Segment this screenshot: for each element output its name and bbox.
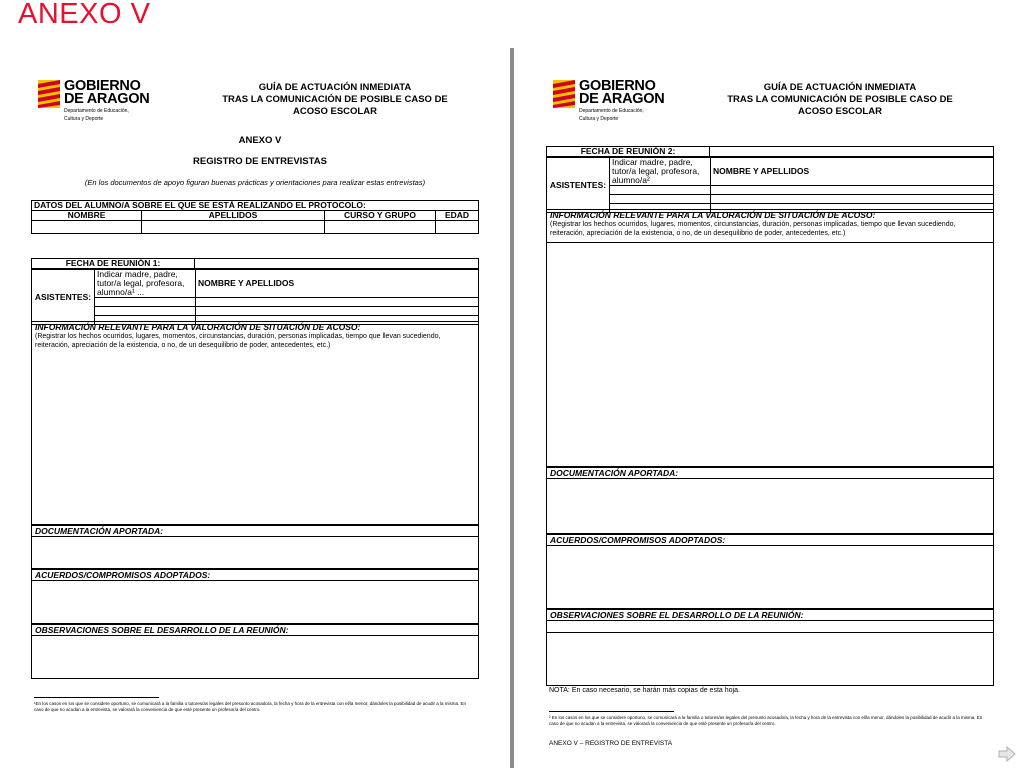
info-desc: (Registrar los hechos ocurridos, lugares, momentos, circunstancias, duración, personas implicadas, tiempo que llevan sucediendo, reiteración, apreciación de la existencia, o no, de un desequilibrio de poder, antecedentes, etc.) bbox=[550, 221, 956, 237]
observations-box[interactable] bbox=[546, 609, 994, 686]
meeting1-names-label: NOMBRE Y APELLIDOS bbox=[196, 270, 479, 298]
meeting2-role-input[interactable] bbox=[610, 186, 711, 195]
documentation-title: DOCUMENTACIÓN APORTADA: bbox=[35, 526, 164, 536]
meeting2-table bbox=[546, 146, 994, 157]
page-divider bbox=[510, 48, 514, 768]
meeting2-names-label: NOMBRE Y APELLIDOS bbox=[711, 158, 994, 186]
left-guide-title: GUÍA DE ACTUACIÓN INMEDIATA TRAS LA COMUNICACIÓN DE POSIBLE CASO DE ACOSO ESCOLAR bbox=[222, 82, 448, 117]
observations-title: OBSERVACIONES SOBRE EL DESARROLLO DE LA REUNIÓN: bbox=[550, 610, 804, 620]
col-curso: CURSO Y GRUPO bbox=[325, 211, 436, 221]
meeting2-name-input[interactable] bbox=[711, 186, 994, 195]
info-box[interactable] bbox=[31, 321, 479, 525]
col-nombre: NOMBRE bbox=[32, 211, 142, 221]
slide-title: ANEXO V bbox=[18, 0, 151, 30]
meeting1-table bbox=[31, 258, 479, 269]
logo-sub2: Cultura y Deporte bbox=[64, 116, 104, 122]
page-footer: ANEXO V – REGISTRO DE ENTREVISTA bbox=[549, 740, 673, 747]
input-curso[interactable] bbox=[325, 221, 436, 234]
logo-sub1: Departamento de Educación, bbox=[64, 108, 129, 114]
meeting1-role-input[interactable] bbox=[95, 298, 196, 307]
info-box[interactable] bbox=[546, 209, 994, 467]
observations-box[interactable] bbox=[31, 624, 479, 679]
logo-line1: GOBIERNO bbox=[64, 78, 141, 94]
meeting1-attendees-hint: Indicar madre, padre, tutor/a legal, profesora, alumno/a¹ ... bbox=[95, 270, 196, 298]
meeting2-role-input[interactable] bbox=[610, 195, 711, 204]
right-page bbox=[535, 60, 1005, 760]
observations-title: OBSERVACIONES SOBRE EL DESARROLLO DE LA REUNIÓN: bbox=[35, 625, 289, 635]
left-page bbox=[20, 60, 490, 760]
input-nombre[interactable] bbox=[32, 221, 142, 234]
logo-line2: DE ARAGON bbox=[579, 91, 665, 107]
student-data-table bbox=[31, 200, 479, 234]
meeting1-attendees-label: ASISTENTES: bbox=[32, 270, 95, 325]
right-logo bbox=[553, 80, 664, 122]
student-table-title: DATOS DEL ALUMNO/A SOBRE EL QUE SE ESTÁ REALIZANDO EL PROTOCOLO: bbox=[32, 201, 479, 211]
info-title: INFORMACIÓN RELEVANTE PARA LA VALORACIÓN DE SITUACIÓN DE ACOSO: bbox=[35, 322, 361, 332]
logo-line2: DE ARAGON bbox=[64, 91, 150, 107]
meeting1-date-input[interactable] bbox=[195, 259, 479, 269]
meeting1-date-label: FECHA DE REUNIÓN 1: bbox=[32, 259, 195, 269]
documentation-box[interactable] bbox=[546, 467, 994, 534]
meeting1-name-input[interactable] bbox=[196, 307, 479, 316]
agreements-box[interactable] bbox=[546, 534, 994, 609]
agreements-title: ACUERDOS/COMPROMISOS ADOPTADOS: bbox=[550, 535, 726, 545]
registry-title: REGISTRO DE ENTREVISTAS bbox=[193, 156, 327, 167]
documentation-title: DOCUMENTACIÓN APORTADA: bbox=[550, 468, 679, 478]
documentation-box[interactable] bbox=[31, 525, 479, 569]
right-guide-title: GUÍA DE ACTUACIÓN INMEDIATA TRAS LA COMUNICACIÓN DE POSIBLE CASO DE ACOSO ESCOLAR bbox=[727, 82, 953, 117]
logo-sub2: Cultura y Deporte bbox=[579, 116, 619, 122]
agreements-box[interactable] bbox=[31, 569, 479, 624]
meeting2-attendees-label: ASISTENTES: bbox=[547, 158, 610, 213]
info-title: INFORMACIÓN RELEVANTE PARA LA VALORACIÓN DE SITUACIÓN DE ACOSO: bbox=[550, 210, 876, 220]
meeting2-date-input[interactable] bbox=[710, 147, 994, 157]
info-desc: (Registrar los hechos ocurridos, lugares, momentos, circunstancias, duración, personas implicadas, tiempo que llevan sucediendo, reiteración, apreciación de la existencia, o no, de un desequilibrio de poder, antecedentes, etc.) bbox=[35, 333, 441, 349]
meeting1-role-input[interactable] bbox=[95, 307, 196, 316]
meeting2-attendees-hint: Indicar madre, padre, tutor/a legal, profesora, alumno/a² bbox=[610, 158, 711, 186]
right-footnote: ² En los casos en los que se considere oportuno, se comunicará a la familia o tutores/as legales del presunto acosado/a, la fecha y hora de la entrevista con el/la menor, dándoles la posibilidad de acudir a la misma. En caso de que no acudan a la entrevista, se valorará la conveniencia de que esté presente un profesor/a del centro. bbox=[549, 715, 983, 726]
agreements-title: ACUERDOS/COMPROMISOS ADOPTADOS: bbox=[35, 570, 211, 580]
left-footnote-rule bbox=[34, 697, 159, 698]
next-slide-arrow-icon[interactable] bbox=[998, 746, 1016, 762]
input-apellidos[interactable] bbox=[142, 221, 325, 234]
annex-title: ANEXO V bbox=[238, 135, 282, 146]
meeting1-attendees-table bbox=[31, 269, 479, 325]
registry-note: (En los documentos de apoyo figuran buenas prácticas y orientaciones para realizar estas entrevistas) bbox=[84, 178, 426, 187]
meeting2-attendees-table bbox=[546, 157, 994, 213]
copies-note: NOTA: En caso necesario, se harán más copias de esta hoja. bbox=[549, 687, 740, 694]
col-apellidos: APELLIDOS bbox=[142, 211, 325, 221]
left-logo bbox=[38, 80, 149, 122]
logo-line1: GOBIERNO bbox=[579, 78, 656, 94]
aragon-flag-icon bbox=[38, 80, 60, 108]
meeting2-name-input[interactable] bbox=[711, 195, 994, 204]
meeting2-date-label: FECHA DE REUNIÓN 2: bbox=[547, 147, 710, 157]
input-edad[interactable] bbox=[436, 221, 479, 234]
left-footnote: ¹En los casos en los que se considere oportuno, se comunicará a la familia o tutores/as legales del presunto acosado/a, la fecha y hora de la entrevista con el/la menor, dándoles la posibilidad de acudir a la misma. En caso de que no acudan a la entrevista, se valorará la conveniencia de que esté presente un profesor/a del centro. bbox=[34, 701, 466, 712]
col-edad: EDAD bbox=[436, 211, 479, 221]
logo-sub1: Departamento de Educación, bbox=[579, 108, 644, 114]
aragon-flag-icon bbox=[553, 80, 575, 108]
meeting1-name-input[interactable] bbox=[196, 298, 479, 307]
right-footnote-rule bbox=[549, 711, 674, 712]
